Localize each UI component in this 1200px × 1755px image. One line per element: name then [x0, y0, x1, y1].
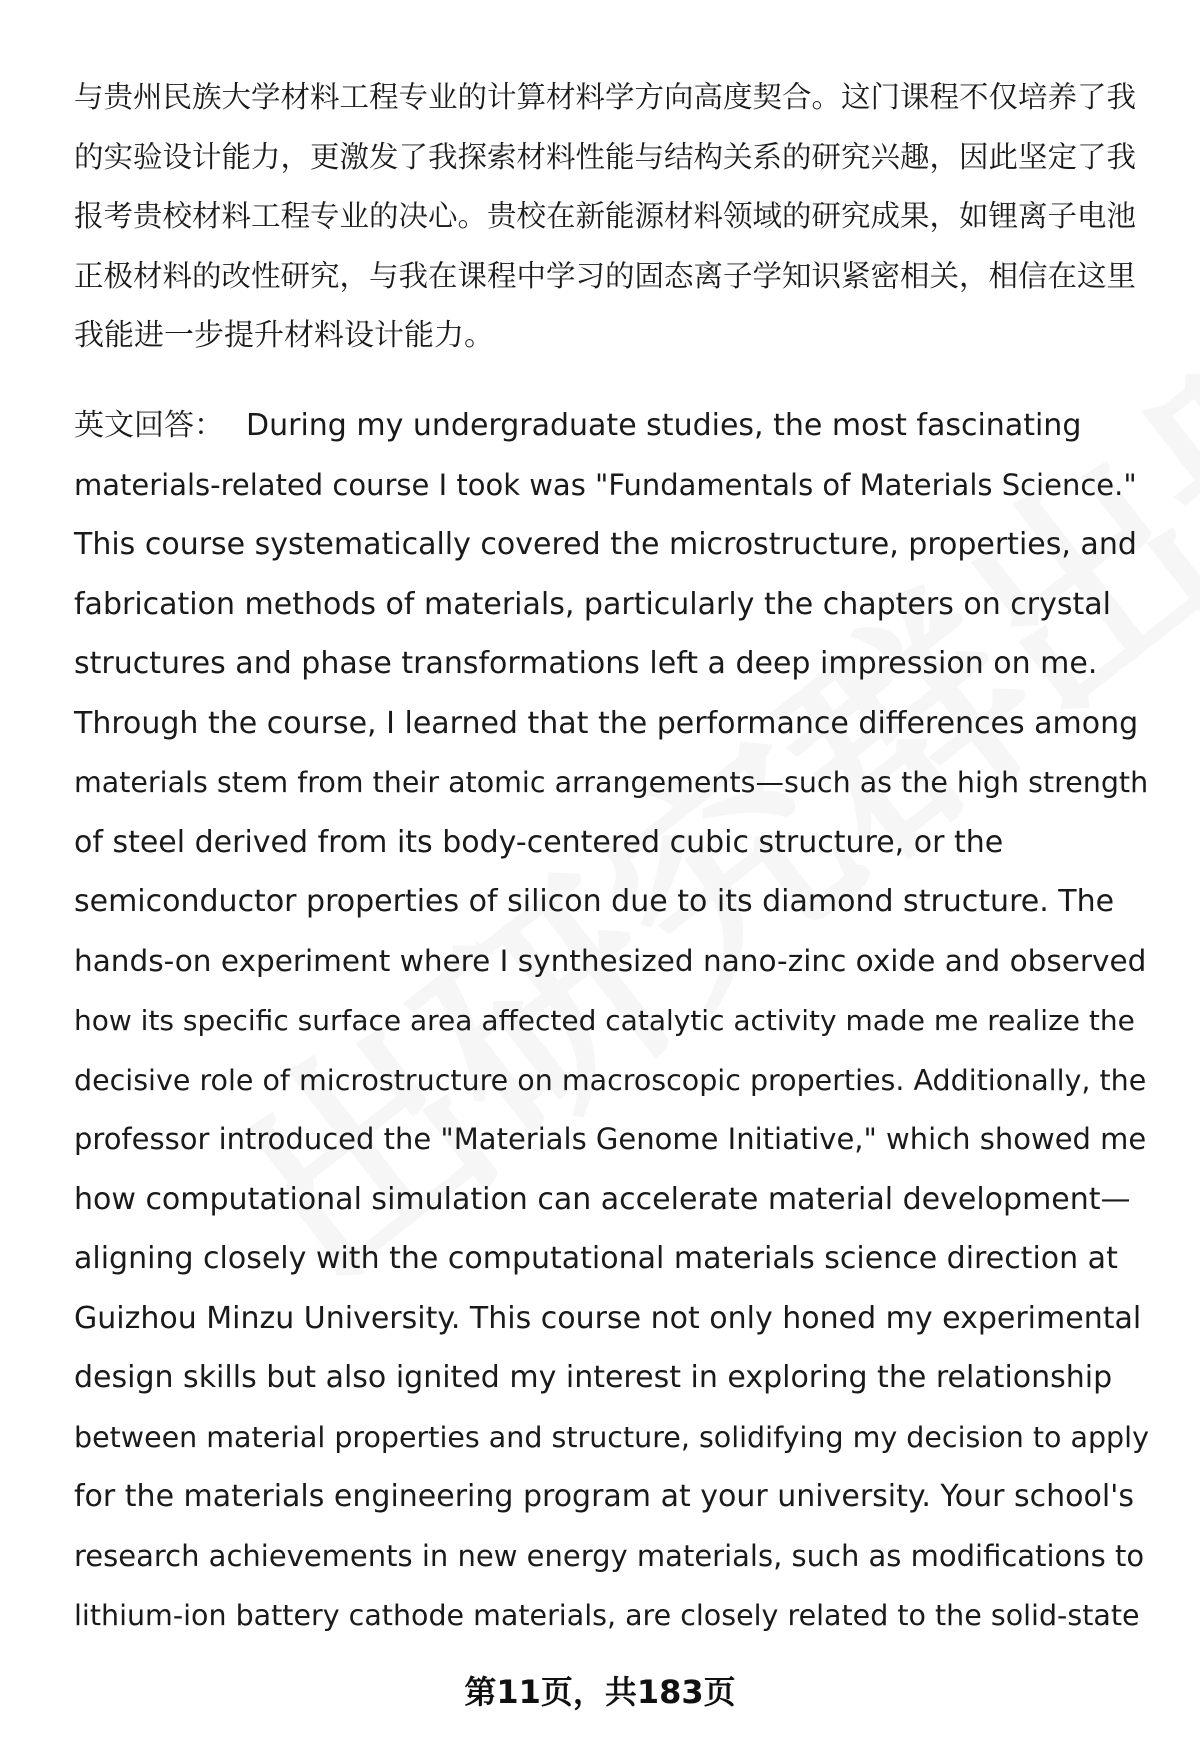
chinese-line: 的实验设计能力，更激发了我探索材料性能与结构关系的研究兴趣，因此坚定了我 — [74, 139, 1137, 174]
english-line: Through the course, I learned that the performance differences among — [74, 705, 1139, 741]
english-line: of steel derived from its body-centered cubic structure, or the — [74, 824, 1004, 860]
english-line: materials-related course I took was "Fundamentals of Materials Science." — [74, 467, 1137, 502]
english-line: professor introduced the "Materials Genome Initiative," which showed me — [74, 1122, 1147, 1156]
english-line: how computational simulation can accelerate material development— — [74, 1181, 1131, 1217]
chinese-line: 报考贵校材料工程专业的决心。贵校在新能源材料领域的研究成果，如锂离子电池 — [74, 199, 1137, 233]
english-line: structures and phase transformations left a deep impression on me. — [74, 646, 1098, 681]
chinese-line: 正极材料的改性研究，与我在课程中学习的固态离子学知识紧密相关，相信在这里 — [74, 258, 1137, 293]
chinese-line: 与贵州民族大学材料工程专业的计算材料学方向高度契合。这门课程不仅培养了我 — [74, 80, 1137, 114]
english-line: aligning closely with the computational materials science direction at — [74, 1241, 1118, 1276]
english-line: hands-on experiment where I synthesized nano-zinc oxide and observed — [74, 943, 1147, 978]
english-line: for the materials engineering program at your university. Your school's — [74, 1479, 1135, 1514]
english-line: research achievements in new energy materials, such as modifications to — [74, 1538, 1145, 1573]
english-answer — [74, 396, 1150, 1646]
page-number-footer: 第11页，共183页 — [464, 1673, 736, 1711]
english-line-text: During my undergraduate studies, the most fascinating — [246, 408, 1082, 443]
english-line: materials stem from their atomic arrangements—such as the high strength — [74, 766, 1149, 799]
answer-label: 英文回答： — [74, 408, 224, 443]
english-line: Guizhou Minzu University. This course not only honed my experimental — [74, 1300, 1142, 1336]
english-line: fabrication methods of materials, particularly the chapters on crystal — [74, 586, 1111, 622]
english-line: between material properties and structure, solidifying my decision to apply — [74, 1420, 1149, 1454]
english-first-line — [74, 396, 1150, 456]
chinese-line: 我能进一步提升材料设计能力。 — [74, 318, 494, 353]
english-line: decisive role of microstructure on macroscopic properties. Additionally, the — [74, 1063, 1147, 1097]
english-line: This course systematically covered the microstructure, properties, and — [74, 527, 1137, 562]
english-line: semiconductor properties of silicon due to its diamond structure. The — [74, 884, 1115, 919]
english-line: lithium-ion battery cathode materials, are closely related to the solid-state — [74, 1599, 1140, 1632]
english-line: design skills but also ignited my interest in exploring the relationship — [74, 1360, 1113, 1395]
english-line: how its specific surface area affected catalytic activity made me realize the — [74, 1004, 1135, 1037]
chinese-paragraph — [74, 68, 1150, 366]
